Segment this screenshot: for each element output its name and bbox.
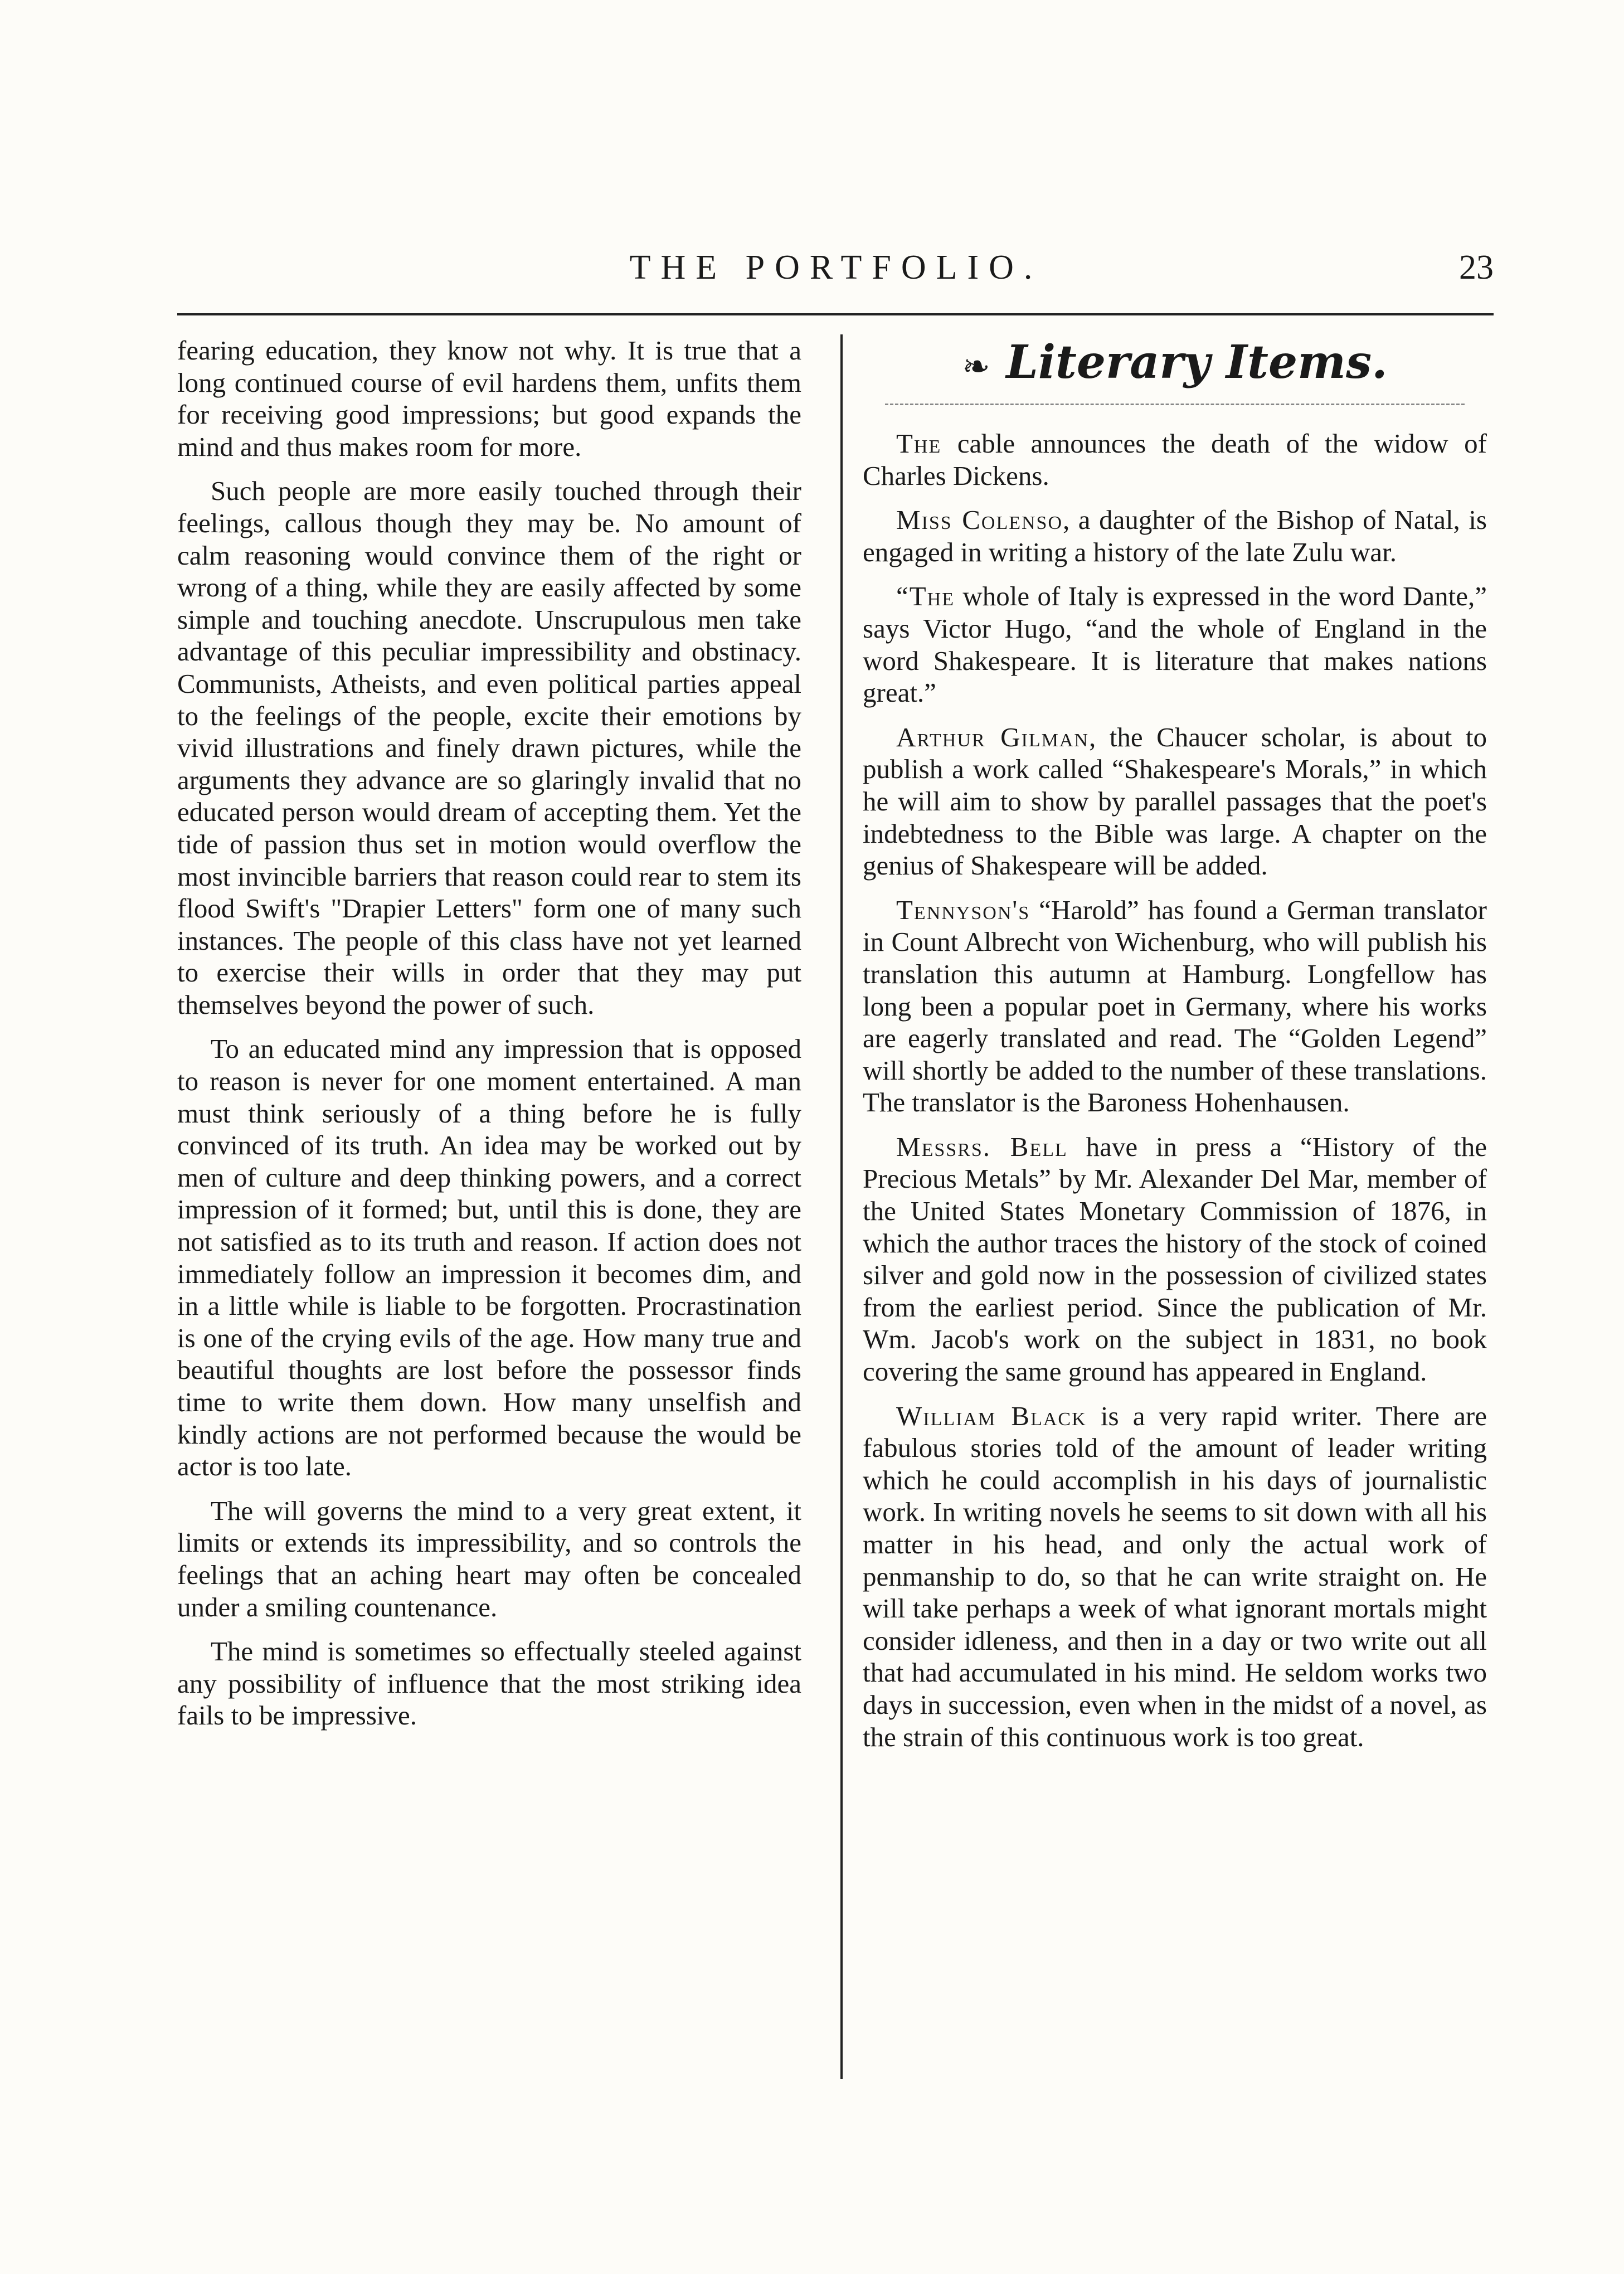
news-item (863, 1131, 1487, 1388)
item-text: have in press a “History of the Precious Metals” by Mr. Alexander Del Mar, member of the United States Monetary Commission of 1876, in which the author traces the history of the stock of coined silver and gold now in the possession of civilized states from the earliest period. Since the publication of Mr. Wm. Jacob's work on the subject in 1831, no book covering the same ground has appeared in England. (863, 1131, 1487, 1387)
running-title: THE PORTFOLIO. (629, 249, 1043, 286)
item-lead: “The (896, 581, 955, 612)
page-number: 23 (1459, 249, 1494, 286)
header-rule (177, 313, 1494, 315)
left-column (177, 334, 801, 1744)
heading-dashed-rule (885, 404, 1465, 405)
item-text: “Harold” has found a German translator in Count Albrecht von Wichenburg, who will publish his translation this autumn at Hamburg. Longfellow has long been a popular poet in Germany, where his works are eagerly translated and read. The “Golden Legend” will shortly be added to the number of these translations. The translator is the Baroness Hohenhausen. (863, 894, 1487, 1118)
news-item (863, 580, 1487, 708)
item-lead: William Black (896, 1400, 1087, 1431)
news-item (863, 894, 1487, 1119)
news-item (863, 1400, 1487, 1753)
item-text: , the Chaucer scholar, is about to publish a work called “Shakespeare's Morals,” in which he will aim to show by parallel passages that the poet's indebtedness to the Bible was large. A chapter on the genius of Shakespeare will be added. (863, 721, 1487, 881)
paragraph: To an educated mind any impression that is opposed to reason is never for one moment entertained. A man must think seriously of a thing before he is fully convinced of its truth. An idea may be worked out by men of culture and deep thinking powers, and a correct impression of it formed; but, until this is done, they are not satisfied as to its truth and reason. If action does not immediately follow an impression it becomes dim, and in a little while is liable to be forgotten. Procrastination is one of the crying evils of the age. How many true and beautiful thoughts are lost before the possessor finds time to write them down. How many unselfish and kindly actions are not performed because the would be actor is too late. (177, 1033, 801, 1482)
paragraph: The will governs the mind to a very great extent, it limits or extends its impressibility, and so controls the feelings that an aching heart may often be concealed under a smiling countenance. (177, 1495, 801, 1622)
page-header (178, 248, 1494, 304)
item-lead: Tennyson's (896, 894, 1030, 925)
right-column (863, 334, 1487, 1765)
column-divider (840, 334, 843, 2079)
news-item (863, 504, 1487, 568)
paragraph: Such people are more easily touched through their feelings, callous though they may be. No amount of calm reasoning would convince them of the right or wrong of a thing, while they are easily affected by some simple and touching anecdote. Unscrupulous men take advantage of this peculiar impressibility and obstinacy. Communists, Atheists, and even political parties appeal to the feelings of the people, excite their emotions by vivid illustrations and finely drawn pictures, while the arguments they advance are so glaringly invalid that no educated person would dream of accepting them. Yet the tide of passion thus set in motion would overflow the most invincible barriers that reason could rear to stem its flood Swift's "Drapier Letters" form one of many such instances. The people of this class have not yet learned to exercise their wills in order that they may put themselves beyond the power of such. (177, 475, 801, 1020)
section-heading (863, 334, 1487, 395)
item-lead: Miss Colenso (896, 504, 1063, 536)
paragraph: fearing education, they know not why. It is true that a long continued course of evil hardens them, unfits them for receiving good impressions; but good expands the mind and thus makes room for more. (177, 335, 801, 462)
item-lead: Messrs. Bell (896, 1131, 1068, 1162)
item-text: , a daughter of the Bishop of Natal, is engaged in writing a history of the late Zulu war. (863, 504, 1487, 567)
item-lead: The (896, 428, 942, 459)
item-text: is a very rapid writer. There are fabulous stories told of the amount of leader writing which he could accomplish in his days of journalistic work. In writing novels he seems to sit down with all his matter in his head, and only the actual work of penmanship to do, so that he can write straight on. He will take perhaps a week of what ignorant mortals might consider idleness, and then in a day or two write out all that had accumulated in his mind. He seldom works two days in succession, even when in the midst of a novel, as the strain of this continuous work is too great. (863, 1400, 1487, 1752)
section-heading-text: Literary Items. (1006, 336, 1388, 389)
item-text: cable announces the death of the widow of Charles Dickens. (863, 428, 1487, 491)
item-text: whole of Italy is expressed in the word Dante,” says Victor Hugo, “and the whole of England in the word Shakespeare. It is literature that makes nations great.” (863, 581, 1487, 708)
paragraph: The mind is sometimes so effectually steeled against any possibility of influence that the most striking idea fails to be impressive. (177, 1636, 801, 1731)
item-lead: Arthur Gilman (896, 721, 1089, 752)
news-item (863, 427, 1487, 492)
ornament-icon: ❧ (962, 347, 990, 386)
news-item (863, 721, 1487, 882)
